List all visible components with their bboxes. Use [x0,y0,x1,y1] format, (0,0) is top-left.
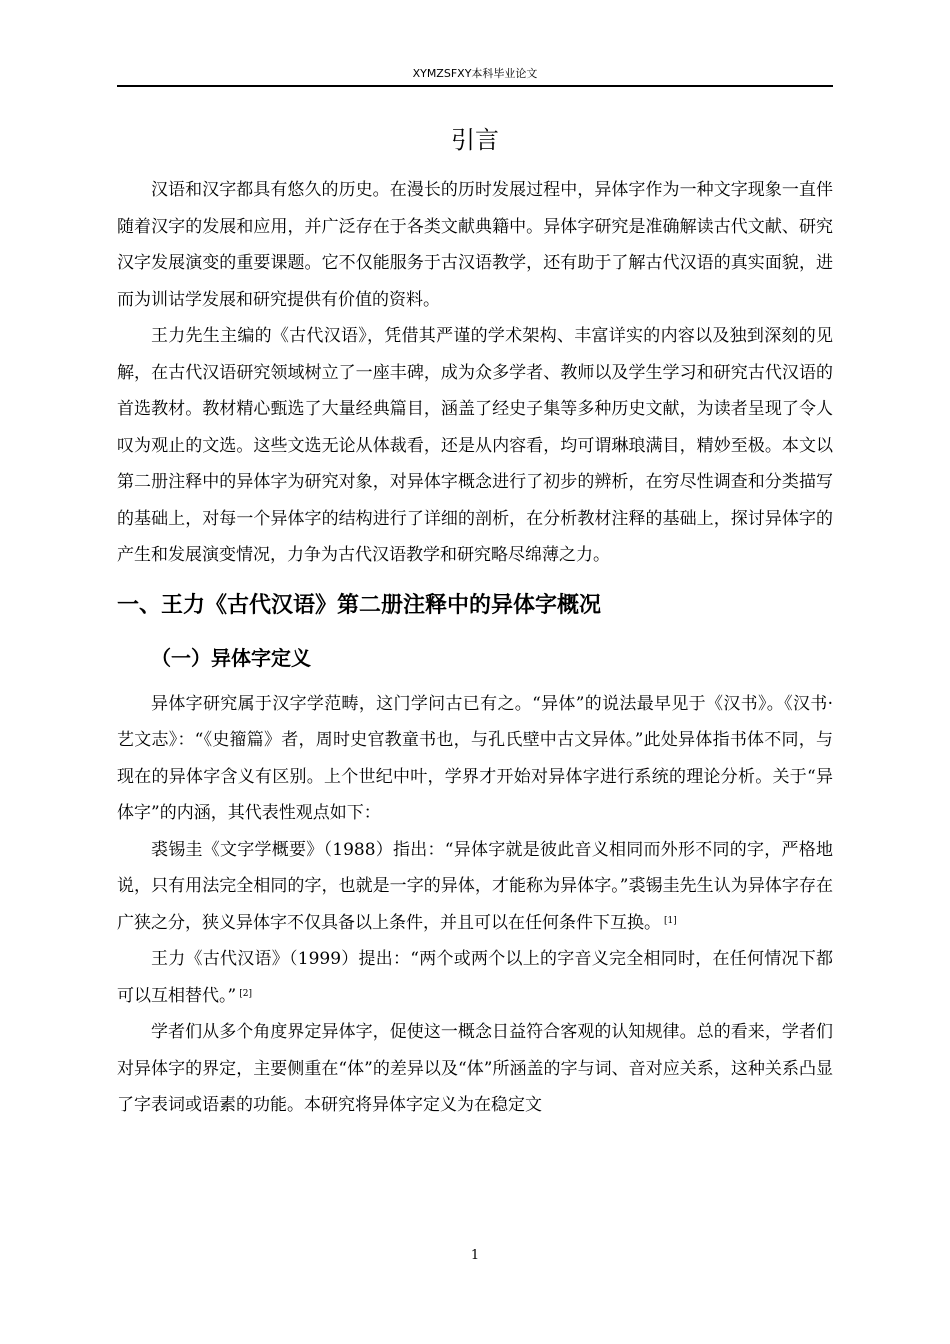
definition-paragraph-4: 学者们从多个角度界定异体字，促使这一概念日益符合客观的认知规律。总的看来，学者们对异体字的界定，主要侧重在“体”的差异以及“体”所涵盖的字与词、音对应关系，这种关系凸显了字表词或语素的功能。本研究将异体字定义为在稳定文 [117,1022,833,1115]
definition-paragraph-3-text: 王力《古代汉语》（1999）提出：“两个或两个以上的字音义完全相同时，在任何情况下都可以互相替代。” [117,949,833,1006]
header-divider [117,85,833,87]
definition-paragraph-2-text: 裘锡圭《文字学概要》（1988）指出：“异体字就是彼此音义相同而外形不同的字，严格地说，只有用法完全相同的字，也就是一字的异体，才能称为异体字。”裘锡圭先生认为异体字存在广狭之分，狭义异体字不仅具备以上条件，并且可以在任何条件下互换。 [117,839,833,933]
running-header: XYMZSFXY本科毕业论文 [412,67,538,80]
section-1-heading: 一、王力《古代汉语》第二册注释中的异体字概况 [117,592,602,618]
page-body [117,120,833,1124]
intro-paragraph-2: 王力先生主编的《古代汉语》，凭借其严谨的学术架构、丰富详实的内容以及独到深刻的见解，在古代汉语研究领域树立了一座丰碑，成为众多学者、教师以及学生学习和研究古代汉语的首选教材。教材精心甄选了大量经典篇目，涵盖了经史子集等多种历史文献，为读者呈现了令人叹为观止的文选。这些文选无论从体裁看，还是从内容看，均可谓琳琅满目，精妙至极。本文以第二册注释中的异体字为研究对象，对异体字概念进行了初步的辨析，在穷尽性调查和分类描写的基础上，对每一个异体字的结构进行了详细的剖析，在分析教材注释的基础上，探讨异体字的产生和发展演变情况，力争为古代汉语教学和研究略尽绵薄之力。 [117,326,833,565]
intro-paragraph-1: 汉语和汉字都具有悠久的历史。在漫长的历时发展过程中，异体字作为一种文字现象一直伴随着汉字的发展和应用，并广泛存在于各类文献典籍中。异体字研究是准确解读古代文献、研究汉字发展演变的重要课题。它不仅能服务于古汉语教学，还有助于了解古代汉语的真实面貌，进而为训诂学发展和研究提供有价值的资料。 [117,180,833,310]
citation-ref-1: [1] [664,915,677,926]
page-number: 1 [470,1248,480,1263]
intro-title: 引言 [451,126,499,154]
definition-paragraph-1: 异体字研究属于汉字学范畴，这门学问古已有之。“异体”的说法最早见于《汉书》。《汉书·艺文志》：“《史籀篇》者，周时史官教童书也，与孔氏壁中古文异体。”此处异体指书体不同，与现在的异体字含义有区别。上个世纪中叶，学界才开始对异体字进行系统的理论分析。关于“异体字”的内涵，其代表性观点如下： [117,693,833,823]
citation-ref-2: [2] [239,988,252,999]
subsection-1-heading: （一）异体字定义 [151,645,311,670]
definition-paragraph-3 [117,941,833,1014]
definition-paragraph-2 [117,832,833,942]
